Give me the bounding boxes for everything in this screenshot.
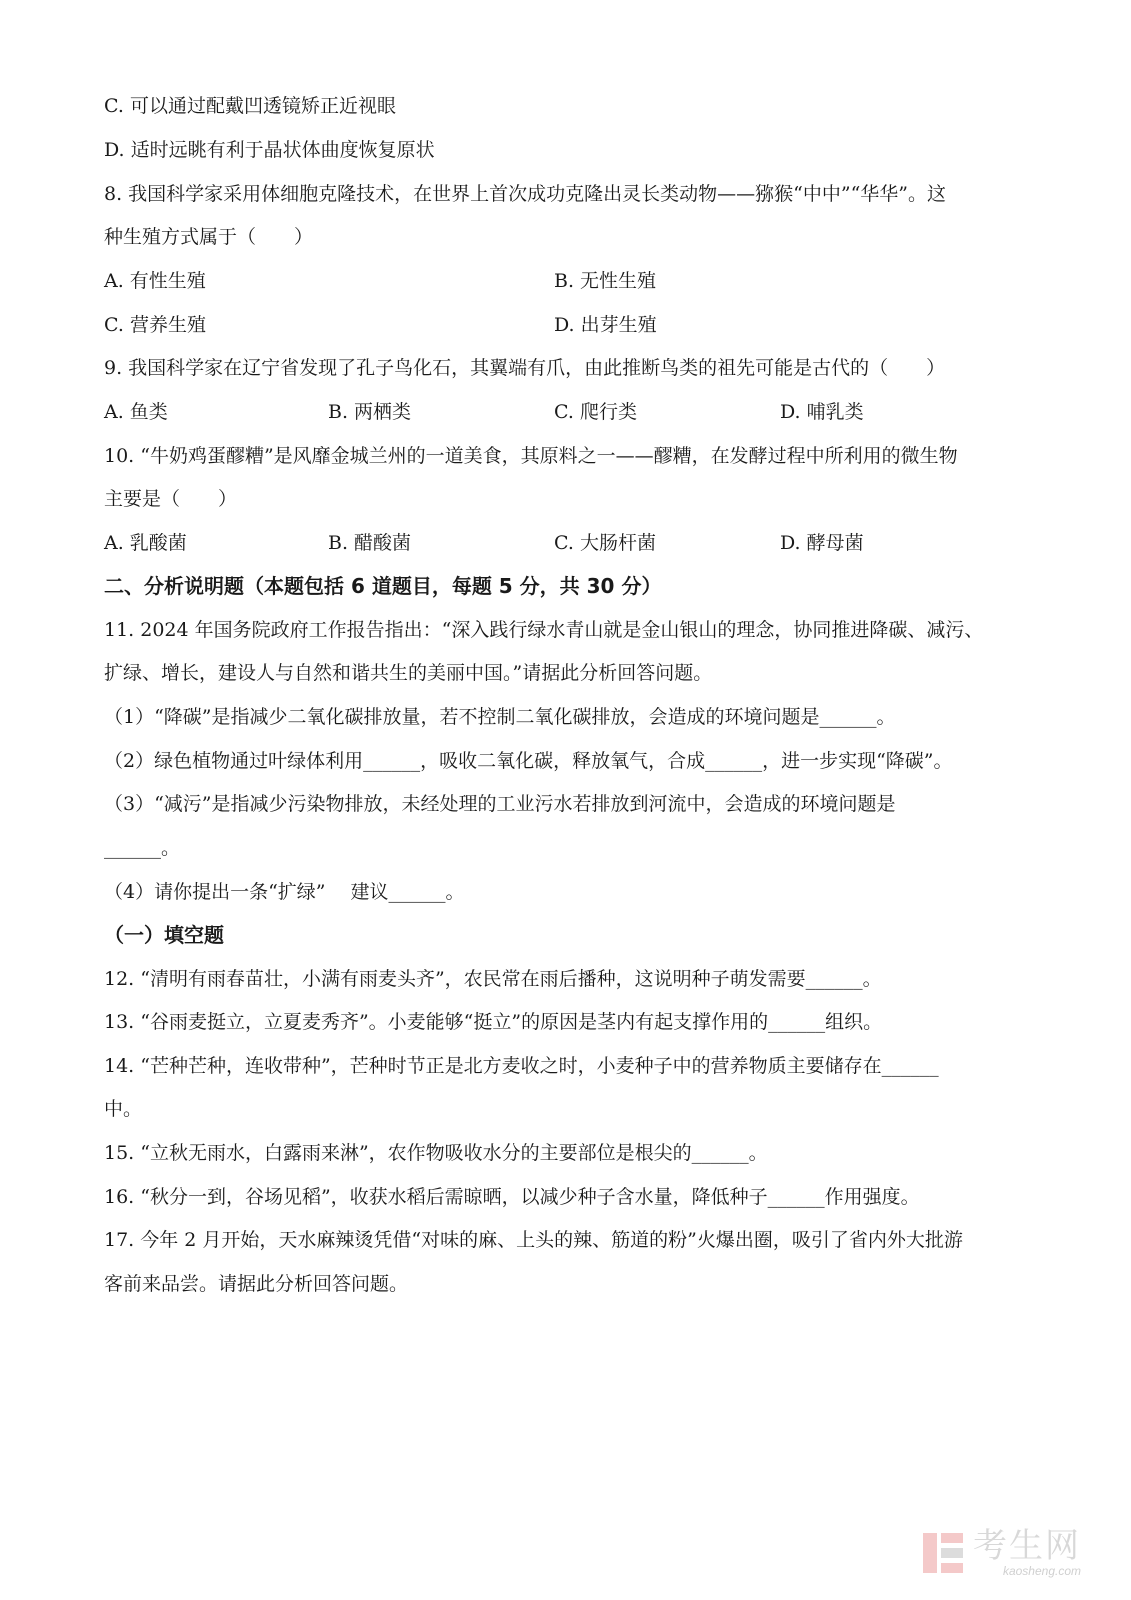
q8-option-a: A. 有性生殖 (104, 270, 206, 292)
q10-option-c: C. 大肠杆菌 (554, 532, 656, 554)
q9-option-b: B. 两栖类 (328, 401, 412, 423)
q7-option-c: C. 可以通过配戴凹透镜矫正近视眼 (104, 95, 396, 117)
q10-stem-line1: 10. “牛奶鸡蛋醪糟”是风靡金城兰州的一道美食，其原料之一——醪糟，在发酵过程中所利用的微生物 (104, 445, 958, 467)
q9-option-c: C. 爬行类 (554, 401, 637, 423)
kaosheng-logo-icon (921, 1531, 965, 1575)
q14-line2: 中。 (104, 1098, 143, 1120)
q10-stem-line2: 主要是（ ） (104, 488, 238, 510)
q11-part3-line2: ______。 (104, 837, 181, 859)
q8-stem-line1: 8. 我国科学家采用体细胞克隆技术，在世界上首次成功克隆出灵长类动物——猕猴“中中”“华华”。这 (104, 183, 947, 205)
q9-option-a: A. 鱼类 (104, 401, 168, 423)
q17-line2: 客前来品尝。请据此分析回答问题。 (104, 1273, 409, 1295)
q11-part1: （1）“降碳”是指减少二氧化碳排放量，若不控制二氧化碳排放，会造成的环境问题是______。 (104, 706, 896, 728)
q13: 13. “谷雨麦挺立，立夏麦秀齐”。小麦能够“挺立”的原因是茎内有起支撑作用的______组织。 (104, 1011, 883, 1033)
watermark (921, 1524, 1111, 1582)
q16: 16. “秋分一到，谷场见稻”，收获水稻后需晾晒，以减少种子含水量，降低种子______作用强度。 (104, 1186, 920, 1208)
q7-option-d: D. 适时远眺有利于晶状体曲度恢复原状 (104, 139, 435, 161)
watermark-brand: 考生网 (973, 1526, 1081, 1566)
q11-part4: （4）请你提出一条“扩绿” 建议______。 (104, 881, 465, 903)
q9-stem: 9. 我国科学家在辽宁省发现了孔子鸟化石，其翼端有爪，由此推断鸟类的祖先可能是古代的（ ） (104, 357, 946, 379)
q9-option-d: D. 哺乳类 (780, 401, 864, 423)
q10-option-b: B. 醋酸菌 (328, 532, 412, 554)
q8-stem-line2: 种生殖方式属于（ ） (104, 226, 314, 248)
section-2-heading: 二、分析说明题（本题包括 6 道题目，每题 5 分，共 30 分） (104, 574, 662, 598)
subsection-fill-blank-heading: （一）填空题 (104, 923, 224, 947)
q12: 12. “清明有雨春苗壮，小满有雨麦头齐”，农民常在雨后播种，这说明种子萌发需要______。 (104, 968, 882, 990)
q8-option-b: B. 无性生殖 (554, 270, 657, 292)
q14-line1: 14. “芒种芒种，连收带种”，芒种时节正是北方麦收之时，小麦种子中的营养物质主要储存在______ (104, 1055, 939, 1077)
watermark-domain: kaosheng.com (1002, 1564, 1081, 1578)
q17-line1: 17. 今年 2 月开始，天水麻辣烫凭借“对味的麻、上头的辣、筋道的粉”火爆出圈，吸引了省内外大批游 (104, 1229, 963, 1251)
q10-option-d: D. 酵母菌 (780, 532, 864, 554)
q10-option-a: A. 乳酸菌 (104, 532, 187, 554)
q11-stem-line1: 11. 2024 年国务院政府工作报告指出：“深入践行绿水青山就是金山银山的理念，协同推进降碳、减污、 (104, 619, 984, 641)
q15: 15. “立秋无雨水，白露雨来淋”，农作物吸收水分的主要部位是根尖的______。 (104, 1142, 768, 1164)
q8-option-d: D. 出芽生殖 (554, 314, 657, 336)
q11-part2: （2）绿色植物通过叶绿体利用______，吸收二氧化碳，释放氧气，合成______，进一步实现“降碳”。 (104, 750, 953, 772)
q8-option-c: C. 营养生殖 (104, 314, 206, 336)
q11-stem-line2: 扩绿、增长，建设人与自然和谐共生的美丽中国。”请据此分析回答问题。 (104, 662, 713, 684)
q11-part3-line1: （3）“减污”是指减少污染物排放，未经处理的工业污水若排放到河流中，会造成的环境问题是 (104, 793, 896, 815)
